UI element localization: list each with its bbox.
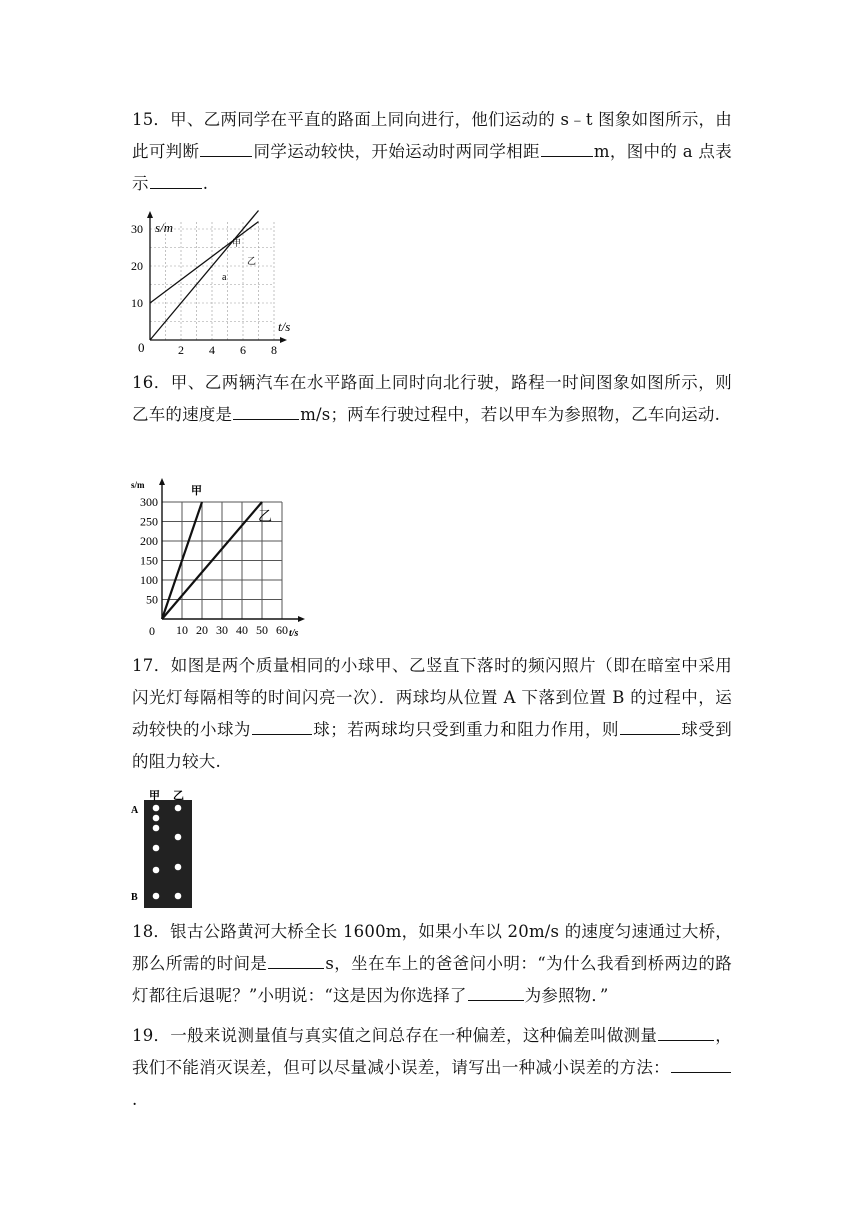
q18-text-3: 为参照物．”: [524, 986, 609, 1005]
q18-text-1: 18．银古公路黄河大桥全长 1600m，如果小车以 20m/s 的速度匀速通过大桥，那么所需的时间是: [132, 922, 732, 973]
f17-ball-yi: [175, 834, 182, 841]
question-18: [132, 916, 732, 1012]
f16-series-label-jia: 甲: [191, 485, 202, 497]
f15-grid: [150, 222, 274, 340]
f16-axes: [159, 478, 305, 622]
f16-x-tick-label: 20: [196, 623, 208, 637]
f15-x-axis-label: t/s: [278, 319, 291, 334]
q19-text-3: .: [132, 1090, 138, 1109]
q19-blank-1[interactable]: [658, 1022, 714, 1041]
f17-ball-yi: [175, 805, 182, 812]
f16-x-tick-label: 40: [236, 623, 248, 637]
f15-x-tick-label: 6: [240, 343, 246, 356]
f16-y-axis-label: s/m: [131, 480, 145, 490]
q17-blank-1[interactable]: [252, 716, 312, 735]
f15-labels: [131, 220, 290, 356]
question-15: [132, 104, 732, 200]
q19-text-2: ，我们不能消灭误差，但可以尽量减小误差，请写出一种减小误差的方法：: [132, 1026, 732, 1077]
f15-origin-label: 0: [138, 340, 145, 355]
question-16: [132, 367, 732, 431]
f15-y-tick-label: 10: [131, 296, 143, 310]
q15-text-2: 同学运动较快，开始运动时两同学相距: [253, 142, 540, 161]
f15-x-tick-label: 2: [178, 343, 184, 356]
q16-text-2: m/s；两车行驶过程中，若以甲车为参照物，乙车向运动.: [300, 405, 721, 424]
q15-blank-3[interactable]: [150, 170, 202, 189]
f17-ball-jia: [153, 867, 160, 874]
f17-ball-jia: [153, 825, 160, 832]
f15-x-tick-label: 8: [271, 343, 277, 356]
f16-y-tick-label: 50: [146, 592, 158, 607]
q15-blank-1[interactable]: [200, 138, 252, 157]
f16-y-tick-label: 150: [140, 553, 158, 568]
f16-y-tick-label: 300: [140, 495, 158, 509]
q15-text-1: 15．甲、乙两同学在平直的路面上同向进行，他们运动的 s﹣t 图象如图所示，由此可判断: [132, 110, 732, 161]
f16-y-tick-label: 100: [140, 573, 158, 587]
f16-x-tick-label: 10: [176, 623, 188, 637]
question-19: [132, 1020, 732, 1116]
f17-label-A: A: [131, 805, 139, 816]
f17-label-yi: 乙: [173, 790, 184, 802]
q15-text-4: .: [202, 174, 209, 193]
f15-y-tick-label: 20: [131, 259, 143, 273]
f16-x-tick-label: 60: [276, 623, 288, 637]
f15-series-label-jia: 甲: [232, 238, 242, 248]
f16-y-tick-label: 200: [140, 534, 158, 548]
q15-text-3: m，图中的 a 点表示: [132, 142, 732, 193]
f17-ball-jia: [153, 893, 160, 900]
f16-series-label-yi: 乙: [258, 510, 272, 525]
q18-text-2: s，坐在车上的爸爸问小明：“为什么我看到桥两边的路灯都往后退呢？”小明说：“这是因为你选择了: [132, 954, 733, 1005]
f17-label-B: B: [131, 892, 138, 903]
q19-blank-2[interactable]: [671, 1054, 731, 1073]
q17-text-1: 17．如图是两个质量相同的小球甲、乙竖直下落时的频闪照片（即在暗室中采用闪光灯每隔相等的时间闪亮一次）．两球均从位置 A 下落到位置 B 的过程中，运动较快的小球为: [132, 656, 732, 739]
q16-text-1: 16．甲、乙两辆汽车在水平路面上同时向北行驶，路程一时间图象如图所示，则乙车的速度是: [132, 373, 732, 424]
question-17: [132, 650, 732, 778]
f16-x-tick-label: 50: [256, 623, 268, 637]
q18-blank-1[interactable]: [268, 950, 324, 969]
f17-ball-yi: [175, 864, 182, 871]
figure-17-strobe-photo: [130, 788, 194, 910]
figure-15-chart: [130, 208, 315, 356]
f17-dark-background: [144, 800, 192, 908]
f15-y-axis-label: s/m: [155, 220, 174, 235]
q18-blank-2[interactable]: [468, 982, 524, 1001]
f17-ball-yi: [175, 893, 182, 900]
f17-ball-jia: [153, 815, 160, 822]
f15-series-label-yi: 乙: [247, 256, 257, 266]
f16-x-tick-label: 30: [216, 623, 228, 637]
q17-blank-2[interactable]: [620, 716, 680, 735]
q19-text-1: 19．一般来说测量值与真实值之间总存在一种偏差，这种偏差叫做测量: [132, 1026, 658, 1045]
f15-point-label-a: a: [222, 272, 227, 283]
f17-label-jia: 甲: [149, 790, 160, 802]
f17-ball-jia: [153, 805, 160, 812]
f15-x-tick-label: 4: [209, 343, 215, 356]
f16-origin-label: 0: [149, 624, 155, 638]
q17-text-3: 球受到的阻力较大.: [132, 720, 732, 771]
q16-blank-1[interactable]: [233, 401, 299, 420]
f15-y-tick-label: 30: [131, 222, 143, 236]
figure-16-chart: [130, 475, 320, 640]
f16-x-axis-label: t/s: [289, 628, 299, 639]
f16-y-tick-label: 250: [140, 514, 158, 529]
f17-ball-jia: [153, 845, 160, 852]
q17-text-2: 球；若两球均只受到重力和阻力作用，则: [312, 720, 620, 739]
q15-blank-2[interactable]: [541, 138, 593, 157]
